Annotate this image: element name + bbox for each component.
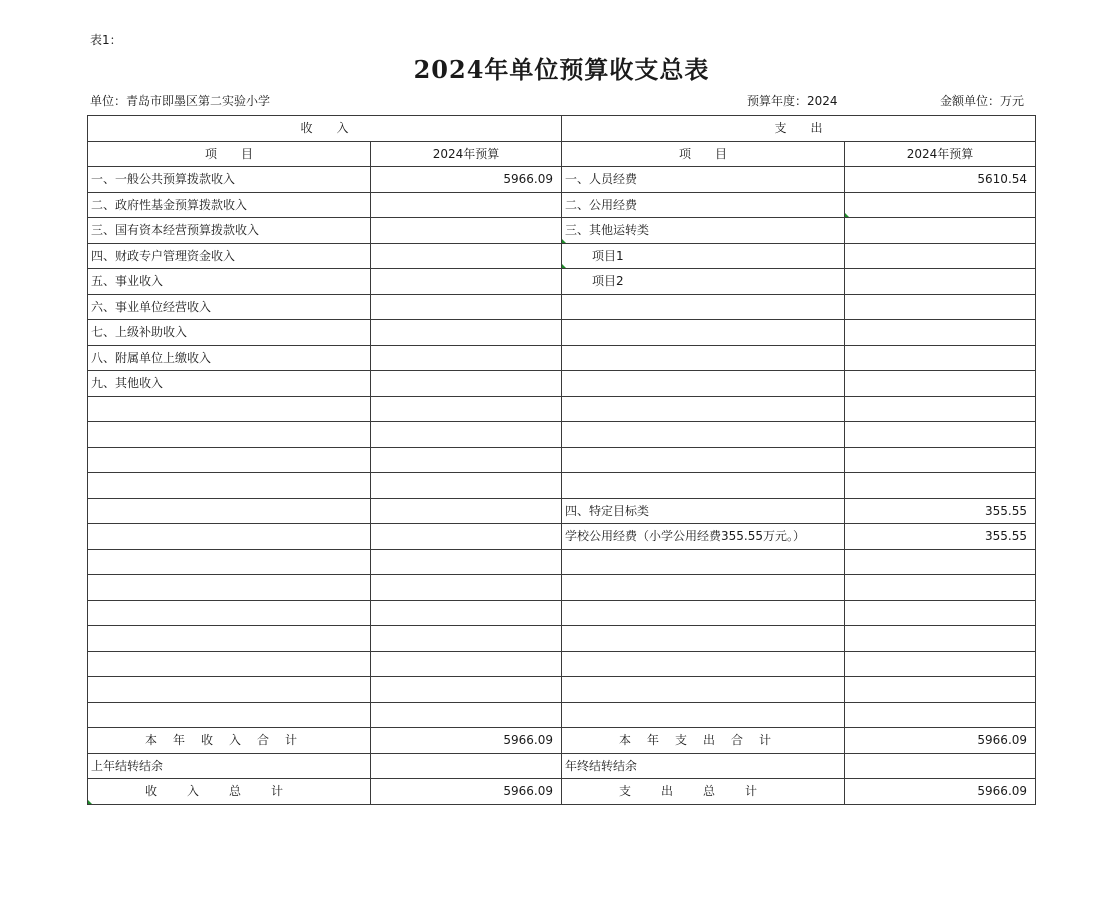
table-row	[88, 396, 1036, 422]
column-header-row	[88, 141, 1036, 167]
empty-cell	[88, 626, 371, 652]
expense-label: 一、人员经费	[562, 167, 845, 193]
empty-cell	[845, 396, 1036, 422]
income-label: 五、事业收入	[88, 269, 371, 295]
empty-cell	[562, 371, 845, 397]
expense-label: 三、其他运转类	[562, 218, 845, 244]
empty-cell	[371, 600, 562, 626]
empty-cell	[88, 575, 371, 601]
expense-value: 5610.54	[845, 167, 1036, 193]
table-row	[88, 243, 1036, 269]
empty-cell	[562, 626, 845, 652]
empty-cell	[845, 651, 1036, 677]
expense-value: 355.55	[845, 498, 1036, 524]
empty-cell	[845, 447, 1036, 473]
table-row	[88, 651, 1036, 677]
table-row	[88, 677, 1036, 703]
table-row	[88, 473, 1036, 499]
empty-cell	[88, 600, 371, 626]
unit-name: 单位：青岛市即墨区第二实验小学	[90, 94, 271, 108]
expense-budget-header: 2024年预算	[845, 141, 1036, 167]
expense-grand-label: 支出总计	[562, 779, 845, 805]
empty-cell	[845, 371, 1036, 397]
empty-cell	[562, 651, 845, 677]
empty-cell	[845, 677, 1036, 703]
income-header: 收 入	[88, 116, 562, 142]
income-label: 六、事业单位经营收入	[88, 294, 371, 320]
empty-cell	[371, 651, 562, 677]
table-row	[88, 371, 1036, 397]
empty-cell	[562, 549, 845, 575]
empty-cell	[562, 677, 845, 703]
income-value	[371, 294, 562, 320]
table-row	[88, 575, 1036, 601]
table-row	[88, 422, 1036, 448]
expense-header: 支 出	[562, 116, 1036, 142]
income-value	[371, 345, 562, 371]
table-row	[88, 447, 1036, 473]
empty-cell	[371, 549, 562, 575]
table-row	[88, 626, 1036, 652]
expense-item-header: 项 目	[562, 141, 845, 167]
empty-cell	[88, 473, 371, 499]
expense-label: 项目1	[562, 243, 845, 269]
empty-cell	[88, 498, 371, 524]
empty-cell	[371, 473, 562, 499]
income-label: 四、财政专户管理资金收入	[88, 243, 371, 269]
empty-cell	[88, 422, 371, 448]
year-end-balance-label: 年终结转结余	[562, 753, 845, 779]
empty-cell	[88, 549, 371, 575]
income-label: 一、一般公共预算拨款收入	[88, 167, 371, 193]
empty-cell	[371, 702, 562, 728]
empty-cell	[371, 422, 562, 448]
empty-cell	[371, 575, 562, 601]
expense-value	[845, 192, 1036, 218]
prior-year-balance-label: 上年结转结余	[88, 753, 371, 779]
income-total-label: 本年收入合计	[88, 728, 371, 754]
income-total-value: 5966.09	[371, 728, 562, 754]
empty-cell	[845, 473, 1036, 499]
expense-label: 项目2	[562, 269, 845, 295]
empty-cell	[371, 677, 562, 703]
empty-cell	[371, 447, 562, 473]
income-value	[371, 192, 562, 218]
empty-cell	[845, 702, 1036, 728]
empty-cell	[88, 651, 371, 677]
expense-value	[845, 243, 1036, 269]
income-item-header: 项 目	[88, 141, 371, 167]
empty-cell	[88, 447, 371, 473]
empty-cell	[371, 396, 562, 422]
expense-label: 四、特定目标类	[562, 498, 845, 524]
table-row	[88, 218, 1036, 244]
expense-label: 二、公用经费	[562, 192, 845, 218]
empty-cell	[562, 600, 845, 626]
table-row	[88, 498, 1036, 524]
income-value	[371, 269, 562, 295]
income-value: 5966.09	[371, 167, 562, 193]
annual-total-row	[88, 728, 1036, 754]
money-unit: 金额单位：万元	[940, 94, 1025, 108]
income-budget-header: 2024年预算	[371, 141, 562, 167]
empty-cell	[371, 626, 562, 652]
section-header-row	[88, 116, 1036, 142]
expense-value	[845, 269, 1036, 295]
table-row	[88, 549, 1036, 575]
expense-value: 355.55	[845, 524, 1036, 550]
empty-cell	[562, 294, 845, 320]
empty-cell	[562, 702, 845, 728]
empty-cell	[371, 524, 562, 550]
income-label: 七、上级补助收入	[88, 320, 371, 346]
empty-cell	[562, 473, 845, 499]
grand-total-row	[88, 779, 1036, 805]
table-row	[88, 167, 1036, 193]
empty-cell	[562, 575, 845, 601]
empty-cell	[845, 626, 1036, 652]
table-row	[88, 345, 1036, 371]
income-value	[371, 320, 562, 346]
table-row	[88, 320, 1036, 346]
table-row	[88, 269, 1036, 295]
empty-cell	[845, 422, 1036, 448]
table-number-label: 表1：	[90, 33, 122, 47]
empty-cell	[845, 320, 1036, 346]
expense-total-label: 本年支出合计	[562, 728, 845, 754]
empty-cell	[88, 396, 371, 422]
empty-cell	[88, 677, 371, 703]
table-row	[88, 600, 1036, 626]
income-label: 三、国有资本经营预算拨款收入	[88, 218, 371, 244]
empty-cell	[845, 549, 1036, 575]
income-label: 八、附属单位上缴收入	[88, 345, 371, 371]
empty-cell	[371, 753, 562, 779]
empty-cell	[562, 396, 845, 422]
table-row	[88, 702, 1036, 728]
empty-cell	[562, 345, 845, 371]
empty-cell	[845, 345, 1036, 371]
income-grand-value: 5966.09	[371, 779, 562, 805]
empty-cell	[845, 294, 1036, 320]
expense-label: 学校公用经费（小学公用经费355.55万元。）	[562, 524, 845, 550]
expense-value	[845, 218, 1036, 244]
empty-cell	[562, 320, 845, 346]
empty-cell	[562, 422, 845, 448]
income-value	[371, 218, 562, 244]
income-grand-label: 收入总计	[88, 779, 371, 805]
empty-cell	[371, 498, 562, 524]
empty-cell	[845, 575, 1036, 601]
empty-cell	[88, 524, 371, 550]
table-row	[88, 294, 1036, 320]
income-value	[371, 371, 562, 397]
budget-table	[87, 115, 1036, 805]
expense-grand-value: 5966.09	[845, 779, 1036, 805]
expense-total-value: 5966.09	[845, 728, 1036, 754]
income-label: 二、政府性基金预算拨款收入	[88, 192, 371, 218]
empty-cell	[845, 600, 1036, 626]
page-title: 2024年单位预算收支总表	[413, 55, 710, 84]
income-label: 九、其他收入	[88, 371, 371, 397]
balance-row	[88, 753, 1036, 779]
empty-cell	[562, 447, 845, 473]
table-row	[88, 524, 1036, 550]
empty-cell	[845, 753, 1036, 779]
budget-year: 预算年度：2024	[747, 94, 838, 108]
table-row	[88, 192, 1036, 218]
empty-cell	[88, 702, 371, 728]
income-value	[371, 243, 562, 269]
